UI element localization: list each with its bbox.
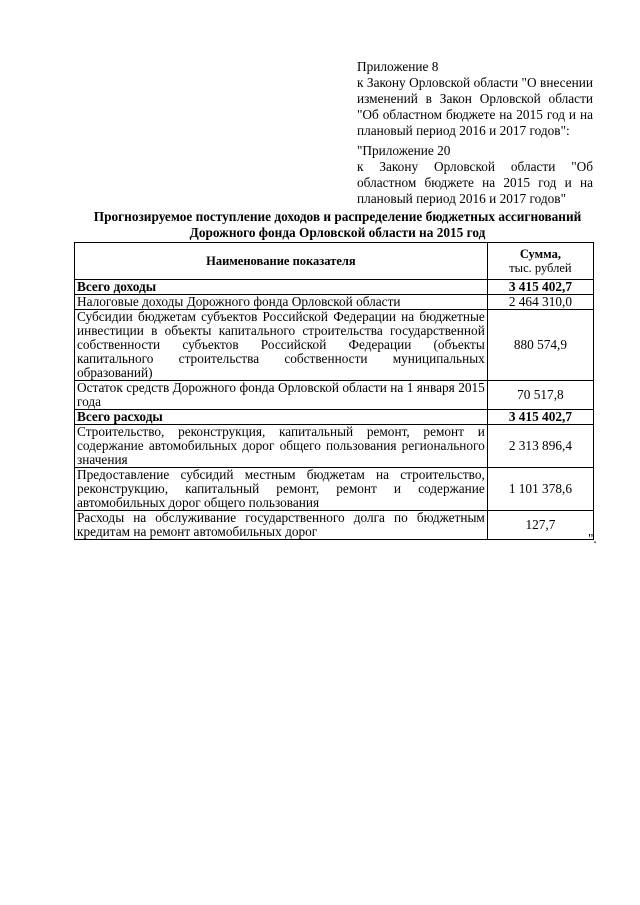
document-title-line-2: Дорожного фонда Орловской области на 2015 год: [189, 225, 486, 240]
row-indicator-name: Всего доходы: [75, 280, 488, 295]
appendix-law-text: к Закону Орловской области "О внесении изменений в Закон Орловской области "Об областном бюджете на 2015 год и на плановый период 2016 и 2017 годов":: [357, 75, 593, 138]
table-row: [75, 310, 594, 381]
row-amount: 3 415 402,7: [487, 410, 593, 425]
table-row: [75, 468, 594, 511]
row-amount: 127,7: [487, 511, 593, 540]
appendix-law-number: Приложение 8: [357, 59, 439, 74]
table-row: [75, 511, 594, 540]
appendix-law-reference: [357, 59, 593, 139]
table-row: [75, 280, 594, 295]
table-row: [75, 425, 594, 468]
row-amount: 1 101 378,6: [487, 468, 593, 511]
row-amount: 70 517,8: [487, 381, 593, 410]
row-amount: 880 574,9: [487, 310, 593, 381]
row-indicator-name: Всего расходы: [75, 410, 488, 425]
row-indicator-name: Расходы на обслуживание государственного долга по бюджетным кредитам на ремонт автомобильных дорог: [75, 511, 488, 540]
appendix-budget-text: к Закону Орловской области "Об областном бюджете на 2015 год и на плановый период 2016 и 2017 годов": [357, 159, 593, 206]
appendix-budget-number: "Приложение 20: [357, 143, 451, 158]
table-body: [75, 280, 594, 540]
column-header-sum-label: Сумма,: [519, 247, 561, 261]
column-header-sum-unit: тыс. рублей: [509, 261, 572, 275]
road-fund-table: [74, 242, 594, 540]
table-row: [75, 381, 594, 410]
row-indicator-name: Строительство, реконструкция, капитальный ремонт, ремонт и содержание автомобильных дорог общего пользования регионального значения: [75, 425, 488, 468]
appendix-budget-reference: [357, 143, 593, 207]
table-header-row: [75, 243, 594, 280]
row-amount: 3 415 402,7: [487, 280, 593, 295]
row-indicator-name: Предоставление субсидий местным бюджетам на строительство, реконструкцию, капитальный ремонт, ремонт и содержание автомобильных дорог общего пользования: [75, 468, 488, 511]
document-title: [60, 209, 615, 241]
row-indicator-name: Остаток средств Дорожного фонда Орловской области на 1 января 2015 года: [75, 381, 488, 410]
column-header-sum: [487, 243, 593, 280]
table-row: [75, 295, 594, 310]
table-row: [75, 410, 594, 425]
document-title-line-1: Прогнозируемое поступление доходов и распределение бюджетных ассигнований: [93, 209, 582, 224]
column-header-name: Наименование показателя: [75, 243, 488, 280]
row-amount: 2 464 310,0: [487, 295, 593, 310]
row-indicator-name: Налоговые доходы Дорожного фонда Орловской области: [75, 295, 488, 310]
row-amount: 2 313 896,4: [487, 425, 593, 468]
row-indicator-name: Субсидии бюджетам субъектов Российской Федерации на бюджетные инвестиции в объекты капитального строительства государственной собственности субъектов Российской Федерации (объекты капитального строительства собственности муниципальных образований): [75, 310, 488, 381]
closing-quote-mark: ".: [588, 531, 597, 546]
